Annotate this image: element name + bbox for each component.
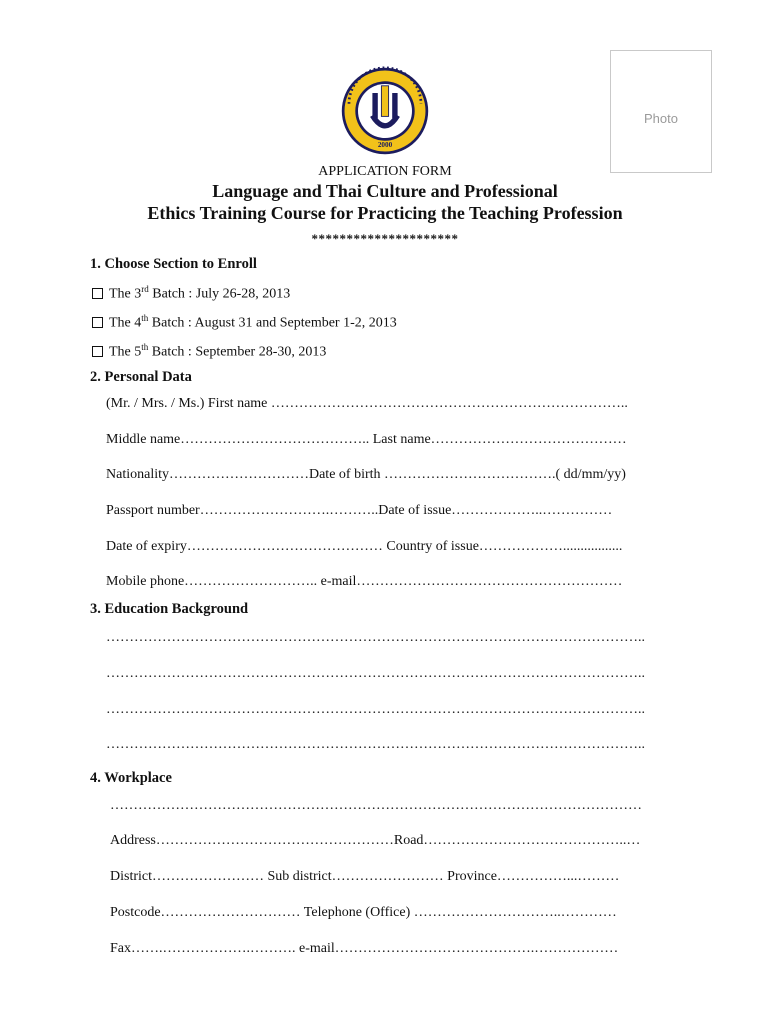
workplace-name-field[interactable]: …………………………………………………………………………………………………… [110, 798, 642, 813]
nationality-dob-field[interactable]: Nationality…………………………Date of birth ……………………………….( dd/mm/yy) [106, 467, 626, 482]
education-line[interactable]: …………………………………………………………………………………………………….. [106, 737, 645, 752]
batch-5th-checkbox[interactable] [92, 346, 103, 357]
course-title-line1: Language and Thai Culture and Professional [212, 181, 558, 201]
passport-field[interactable]: Passport number……………………….………..Date of issue………………..…………… [106, 503, 613, 518]
education-line[interactable]: …………………………………………………………………………………………………….. [106, 702, 645, 717]
mobile-email-field[interactable]: Mobile phone……………………….. e-mail………………………………………………… [106, 574, 623, 589]
section3-heading: 3. Education Background [90, 601, 249, 617]
education-line[interactable]: …………………………………………………………………………………………………….. [106, 666, 645, 681]
batch-option-3rd[interactable]: The 3rd Batch : July 26-28, 2013 [92, 284, 290, 303]
section4-heading: 4. Workplace [90, 770, 172, 786]
logo-year: 2000 [377, 141, 393, 149]
education-line[interactable]: …………………………………………………………………………………………………….. [106, 630, 645, 645]
section2-heading: 2. Personal Data [90, 369, 192, 385]
batch-option-5th[interactable]: The 5th Batch : September 28-30, 2013 [92, 342, 326, 361]
course-title-line2: Ethics Training Course for Practicing the Teaching Profession [147, 203, 623, 223]
section1-heading: 1. Choose Section to Enroll [90, 256, 257, 272]
district-province-field[interactable]: District…………………… Sub district…………………… Province……………...……… [110, 869, 620, 884]
fax-email-field[interactable]: Fax…….……………….………. e-mail…………………………………….……………… [110, 941, 619, 956]
photo-label: Photo [644, 111, 678, 126]
photo-box [610, 50, 712, 173]
first-name-field[interactable]: (Mr. / Mrs. / Ms.) First name ………………………………………………………………….. [106, 396, 628, 411]
expiry-country-field[interactable]: Date of expiry…………………………………… Country of issue………………................. [106, 539, 623, 554]
university-logo [340, 66, 430, 156]
batch-option-4th[interactable]: The 4th Batch : August 31 and September 1-2, 2013 [92, 313, 397, 332]
postcode-telephone-field[interactable]: Postcode………………………… Telephone (Office) …………………………..………… [110, 905, 617, 920]
middle-last-name-field[interactable]: Middle name………………………………….. Last name…………………………………… [106, 432, 627, 447]
form-label: APPLICATION FORM [318, 164, 452, 179]
batch-3rd-checkbox[interactable] [92, 288, 103, 299]
address-road-field[interactable]: Address……………………………………………Road……………………………………..… [110, 833, 641, 848]
star-divider: ********************* [311, 231, 459, 246]
batch-4th-checkbox[interactable] [92, 317, 103, 328]
